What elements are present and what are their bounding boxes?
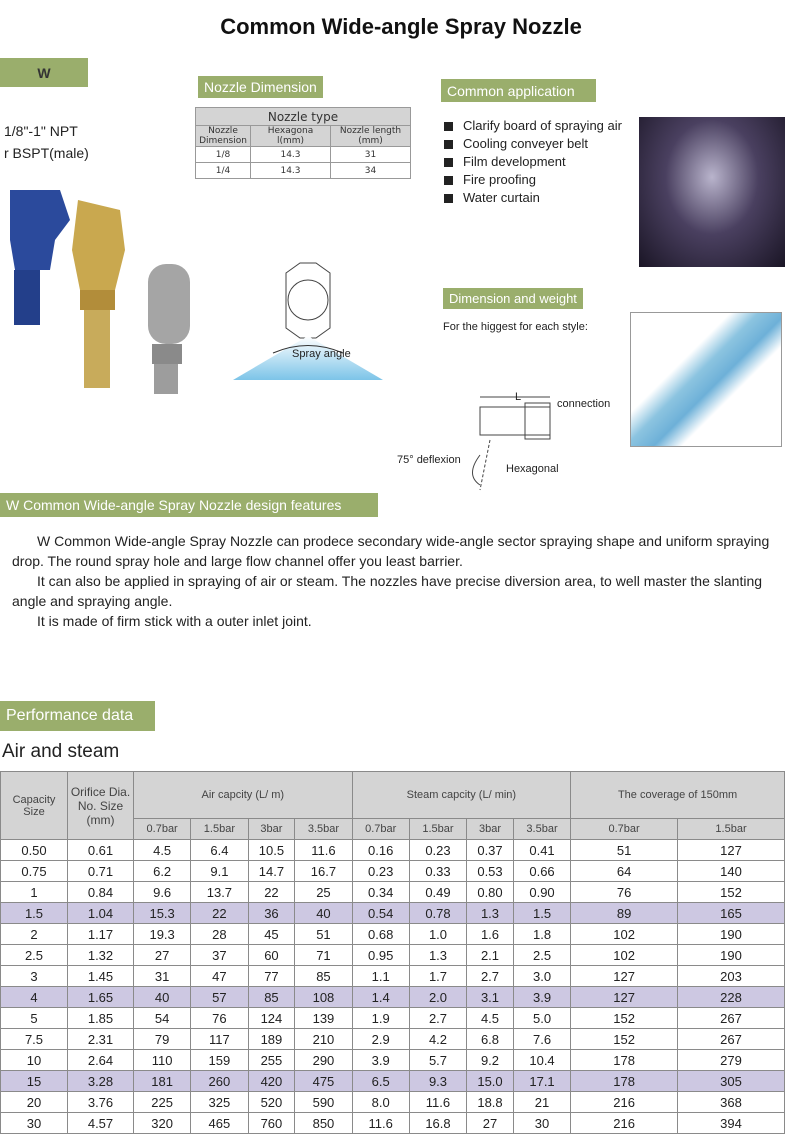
table-cell: 77 (248, 966, 295, 987)
table-row (1, 1050, 785, 1071)
bullet-icon (444, 194, 453, 203)
table-cell: 4.2 (409, 1029, 466, 1050)
cell: 14.3 (251, 163, 331, 179)
table-cell: 760 (248, 1113, 295, 1134)
table-cell: 0.53 (467, 861, 514, 882)
table-cell: 28 (191, 924, 248, 945)
model-tag: W (0, 58, 88, 87)
table-cell: 19.3 (134, 924, 191, 945)
blue-nozzle-image (10, 190, 70, 325)
table-cell: 225 (134, 1092, 191, 1113)
table-cell: 1.5 (1, 903, 68, 924)
table-cell: 255 (248, 1050, 295, 1071)
table-cell: 127 (571, 966, 678, 987)
header-orifice: Orifice Dia. No. Size (mm) (68, 772, 134, 840)
table-cell: 7.6 (513, 1029, 570, 1050)
table-cell: 0.80 (467, 882, 514, 903)
table-cell: 10 (1, 1050, 68, 1071)
table-cell: 2.0 (409, 987, 466, 1008)
table-cell: 31 (134, 966, 191, 987)
cov-pressure-header: 0.7bar (571, 819, 678, 840)
brass-nozzle-image (72, 200, 125, 388)
table-cell: 279 (678, 1050, 785, 1071)
table-cell: 1.6 (467, 924, 514, 945)
table-cell: 47 (191, 966, 248, 987)
cell: 31 (331, 147, 411, 163)
table-cell: 267 (678, 1008, 785, 1029)
table-cell: 3.9 (352, 1050, 409, 1071)
spray-angle-label: Spray angle (292, 348, 351, 360)
table-cell: 152 (571, 1008, 678, 1029)
table-cell: 2.5 (513, 945, 570, 966)
table-cell: 40 (134, 987, 191, 1008)
table-cell: 15.0 (467, 1071, 514, 1092)
table-cell: 0.95 (352, 945, 409, 966)
table-row (1, 1071, 785, 1092)
table-cell: 1.45 (68, 966, 134, 987)
table-cell: 260 (191, 1071, 248, 1092)
table-cell: 0.84 (68, 882, 134, 903)
paragraph: It can also be applied in spraying of air or steam. The nozzles have precise diversion area, to well master the slanting angle and spraying angle. (12, 573, 763, 609)
table-cell: 3 (1, 966, 68, 987)
table-cell: 22 (191, 903, 248, 924)
table-cell: 203 (678, 966, 785, 987)
table-cell: 0.61 (68, 840, 134, 861)
table-row (1, 924, 785, 945)
table-cell: 140 (678, 861, 785, 882)
table-cell: 102 (571, 945, 678, 966)
table-cell: 6.4 (191, 840, 248, 861)
list-item (444, 135, 622, 153)
table-cell: 124 (248, 1008, 295, 1029)
header: (mm) (358, 136, 383, 146)
table-cell: 127 (571, 987, 678, 1008)
table-cell: 1.04 (68, 903, 134, 924)
table-cell: 152 (571, 1029, 678, 1050)
item-label: Clarify board of spraying air (463, 118, 622, 133)
air-pressure-header: 3bar (248, 819, 295, 840)
spray-angle-diagram (228, 258, 393, 393)
table-row (1, 987, 785, 1008)
table-cell: 228 (678, 987, 785, 1008)
length-label: L (515, 391, 522, 403)
table-row (1, 1092, 785, 1113)
table-cell: 10.5 (248, 840, 295, 861)
table-cell: 3.28 (68, 1071, 134, 1092)
header: Hexagona (267, 126, 314, 136)
table-cell: 465 (191, 1113, 248, 1134)
table-cell: 0.75 (1, 861, 68, 882)
list-item (444, 189, 622, 207)
air-pressure-header: 0.7bar (134, 819, 191, 840)
table-cell: 2.9 (352, 1029, 409, 1050)
table-cell: 0.16 (352, 840, 409, 861)
table-cell: 57 (191, 987, 248, 1008)
cov-pressure-header: 1.5bar (678, 819, 785, 840)
table-cell: 290 (295, 1050, 352, 1071)
table-cell: 14.7 (248, 861, 295, 882)
paragraph: W Common Wide-angle Spray Nozzle can prodece secondary wide-angle sector spraying shape and uniform spraying drop. The round spray hole and large flow channel offer you least barrier. (12, 533, 770, 569)
table-cell: 17.1 (513, 1071, 570, 1092)
steam-pressure-header: 3bar (467, 819, 514, 840)
table-cell: 2.31 (68, 1029, 134, 1050)
table-cell: 20 (1, 1092, 68, 1113)
table-cell: 0.54 (352, 903, 409, 924)
header-air: Air capcity (L/ m) (134, 772, 353, 819)
table-cell: 0.50 (1, 840, 68, 861)
table-cell: 178 (571, 1071, 678, 1092)
header-steam: Steam capcity (L/ min) (352, 772, 571, 819)
table-cell: 8.0 (352, 1092, 409, 1113)
table-cell: 1.7 (409, 966, 466, 987)
table-cell: 30 (513, 1113, 570, 1134)
item-label: Film development (463, 154, 566, 169)
table-cell: 216 (571, 1113, 678, 1134)
table-cell: 6.5 (352, 1071, 409, 1092)
table-cell: 325 (191, 1092, 248, 1113)
table-cell: 850 (295, 1113, 352, 1134)
dimension-note: For the higgest for each style: (443, 321, 588, 333)
table-cell: 5 (1, 1008, 68, 1029)
table-cell: 76 (191, 1008, 248, 1029)
table-cell: 1.5 (513, 903, 570, 924)
table-cell: 11.6 (409, 1092, 466, 1113)
table-cell: 2.7 (409, 1008, 466, 1029)
table-row (1, 1113, 785, 1134)
table-cell: 22 (248, 882, 295, 903)
bullet-icon (444, 140, 453, 149)
table-cell: 9.3 (409, 1071, 466, 1092)
table-cell: 102 (571, 924, 678, 945)
table-cell: 1.85 (68, 1008, 134, 1029)
table-row (196, 147, 411, 163)
table-cell: 1 (1, 882, 68, 903)
table-cell: 267 (678, 1029, 785, 1050)
air-pressure-header: 1.5bar (191, 819, 248, 840)
table-cell: 0.78 (409, 903, 466, 924)
table-row (1, 966, 785, 987)
thread-line-2: r BSPT(male) (4, 145, 89, 161)
table-cell: 216 (571, 1092, 678, 1113)
table-cell: 178 (571, 1050, 678, 1071)
table-cell: 190 (678, 924, 785, 945)
table-cell: 590 (295, 1092, 352, 1113)
table-cell: 394 (678, 1113, 785, 1134)
table-cell: 190 (678, 945, 785, 966)
table-cell: 9.6 (134, 882, 191, 903)
table-cell: 0.68 (352, 924, 409, 945)
table-cell: 4.57 (68, 1113, 134, 1134)
steam-pressure-header: 3.5bar (513, 819, 570, 840)
design-features-label: W Common Wide-angle Spray Nozzle design features (0, 493, 378, 517)
table-cell: 2.1 (467, 945, 514, 966)
table-row (1, 945, 785, 966)
table-cell: 0.37 (467, 840, 514, 861)
table-cell: 54 (134, 1008, 191, 1029)
table-cell: 0.23 (352, 861, 409, 882)
table-cell: 3.0 (513, 966, 570, 987)
table-cell: 30 (1, 1113, 68, 1134)
table-cell: 2.64 (68, 1050, 134, 1071)
hexagonal-label: Hexagonal (506, 463, 559, 475)
table-cell: 2.5 (1, 945, 68, 966)
table-cell: 51 (571, 840, 678, 861)
table-cell: 1.1 (352, 966, 409, 987)
design-features-text (12, 531, 792, 631)
cell: 1/8 (196, 147, 251, 163)
nozzle-dimension-label: Nozzle Dimension (198, 76, 323, 98)
list-item (444, 171, 622, 189)
table-cell: 4.5 (134, 840, 191, 861)
table-row (1, 1008, 785, 1029)
spray-pattern-image (630, 312, 782, 447)
table-row (196, 163, 411, 179)
table-cell: 368 (678, 1092, 785, 1113)
common-application-label: Common application (441, 79, 596, 102)
table-cell: 1.32 (68, 945, 134, 966)
table-cell: 7.5 (1, 1029, 68, 1050)
table-cell: 1.9 (352, 1008, 409, 1029)
item-label: Cooling conveyer belt (463, 136, 589, 151)
steam-pressure-header: 1.5bar (409, 819, 466, 840)
item-label: Fire proofing (463, 172, 536, 187)
table-cell: 5.7 (409, 1050, 466, 1071)
table-cell: 18.8 (467, 1092, 514, 1113)
steam-pressure-header: 0.7bar (352, 819, 409, 840)
header: Nozzle (208, 126, 238, 136)
table-cell: 2 (1, 924, 68, 945)
table-cell: 305 (678, 1071, 785, 1092)
table-cell: 210 (295, 1029, 352, 1050)
table-cell: 520 (248, 1092, 295, 1113)
table-cell: 189 (248, 1029, 295, 1050)
table-cell: 0.33 (409, 861, 466, 882)
dimension-weight-label: Dimension and weight (443, 288, 583, 309)
list-item (444, 153, 622, 171)
table-cell: 13.7 (191, 882, 248, 903)
deflexion-label: 75° deflexion (397, 454, 461, 466)
table-cell: 152 (678, 882, 785, 903)
table-cell: 4 (1, 987, 68, 1008)
table-cell: 51 (295, 924, 352, 945)
table-cell: 139 (295, 1008, 352, 1029)
header: Dimension (199, 136, 247, 146)
table-cell: 6.8 (467, 1029, 514, 1050)
performance-subtitle: Air and steam (2, 741, 120, 762)
bullet-icon (444, 158, 453, 167)
page-title: Common Wide-angle Spray Nozzle (220, 14, 582, 39)
table-cell: 1.17 (68, 924, 134, 945)
table-cell: 1.8 (513, 924, 570, 945)
table-cell: 60 (248, 945, 295, 966)
table-cell: 1.65 (68, 987, 134, 1008)
table-cell: 1.3 (467, 903, 514, 924)
table-cell: 10.4 (513, 1050, 570, 1071)
table-cell: 76 (571, 882, 678, 903)
table-cell: 0.71 (68, 861, 134, 882)
table-cell: 117 (191, 1029, 248, 1050)
performance-label: Performance data (0, 701, 155, 731)
table-cell: 110 (134, 1050, 191, 1071)
cell: 14.3 (251, 147, 331, 163)
cell: 34 (331, 163, 411, 179)
table-cell: 0.90 (513, 882, 570, 903)
nozzle-photos (0, 180, 210, 400)
cell: 1/4 (196, 163, 251, 179)
table-cell: 40 (295, 903, 352, 924)
table-row (1, 903, 785, 924)
table-row (1, 882, 785, 903)
table-cell: 2.7 (467, 966, 514, 987)
steel-nozzle-image (148, 264, 190, 394)
table-cell: 3.1 (467, 987, 514, 1008)
table-cell: 0.41 (513, 840, 570, 861)
table-cell: 15 (1, 1071, 68, 1092)
table-cell: 64 (571, 861, 678, 882)
table-title: Nozzle type (196, 108, 411, 126)
table-cell: 11.6 (352, 1113, 409, 1134)
table-cell: 1.0 (409, 924, 466, 945)
table-cell: 1.3 (409, 945, 466, 966)
table-cell: 16.7 (295, 861, 352, 882)
bullet-icon (444, 176, 453, 185)
table-cell: 475 (295, 1071, 352, 1092)
spray-photo (639, 117, 785, 267)
table-cell: 0.34 (352, 882, 409, 903)
table-cell: 25 (295, 882, 352, 903)
table-cell: 27 (467, 1113, 514, 1134)
table-cell: 3.76 (68, 1092, 134, 1113)
performance-table (0, 771, 785, 1134)
table-cell: 15.3 (134, 903, 191, 924)
table-cell: 6.2 (134, 861, 191, 882)
header-capacity: Capacity Size (1, 772, 68, 840)
table-cell: 85 (295, 966, 352, 987)
table-cell: 127 (678, 840, 785, 861)
table-row (1, 840, 785, 861)
table-cell: 9.1 (191, 861, 248, 882)
table-cell: 9.2 (467, 1050, 514, 1071)
table-cell: 79 (134, 1029, 191, 1050)
header: l(mm) (276, 136, 305, 146)
air-pressure-header: 3.5bar (295, 819, 352, 840)
table-cell: 89 (571, 903, 678, 924)
table-cell: 1.4 (352, 987, 409, 1008)
header-coverage: The coverage of 150mm (571, 772, 785, 819)
table-cell: 21 (513, 1092, 570, 1113)
thread-line-1: 1/8"-1" NPT (4, 123, 78, 139)
table-cell: 0.66 (513, 861, 570, 882)
table-cell: 108 (295, 987, 352, 1008)
table-cell: 165 (678, 903, 785, 924)
table-cell: 320 (134, 1113, 191, 1134)
list-item (444, 117, 622, 135)
table-cell: 3.9 (513, 987, 570, 1008)
table-cell: 181 (134, 1071, 191, 1092)
item-label: Water curtain (463, 190, 540, 205)
application-list (444, 117, 622, 207)
table-cell: 0.49 (409, 882, 466, 903)
table-row (1, 1029, 785, 1050)
bullet-icon (444, 122, 453, 131)
table-cell: 45 (248, 924, 295, 945)
table-cell: 0.23 (409, 840, 466, 861)
nozzle-dimension-table (195, 107, 411, 179)
table-cell: 85 (248, 987, 295, 1008)
header: Nozzle length (339, 126, 402, 136)
table-cell: 16.8 (409, 1113, 466, 1134)
table-cell: 71 (295, 945, 352, 966)
table-row (1, 861, 785, 882)
table-cell: 36 (248, 903, 295, 924)
table-cell: 5.0 (513, 1008, 570, 1029)
table-cell: 420 (248, 1071, 295, 1092)
table-cell: 27 (134, 945, 191, 966)
table-cell: 37 (191, 945, 248, 966)
connection-label: connection (557, 398, 611, 410)
table-cell: 159 (191, 1050, 248, 1071)
table-cell: 4.5 (467, 1008, 514, 1029)
paragraph: It is made of firm stick with a outer inlet joint. (37, 613, 312, 629)
table-cell: 11.6 (295, 840, 352, 861)
